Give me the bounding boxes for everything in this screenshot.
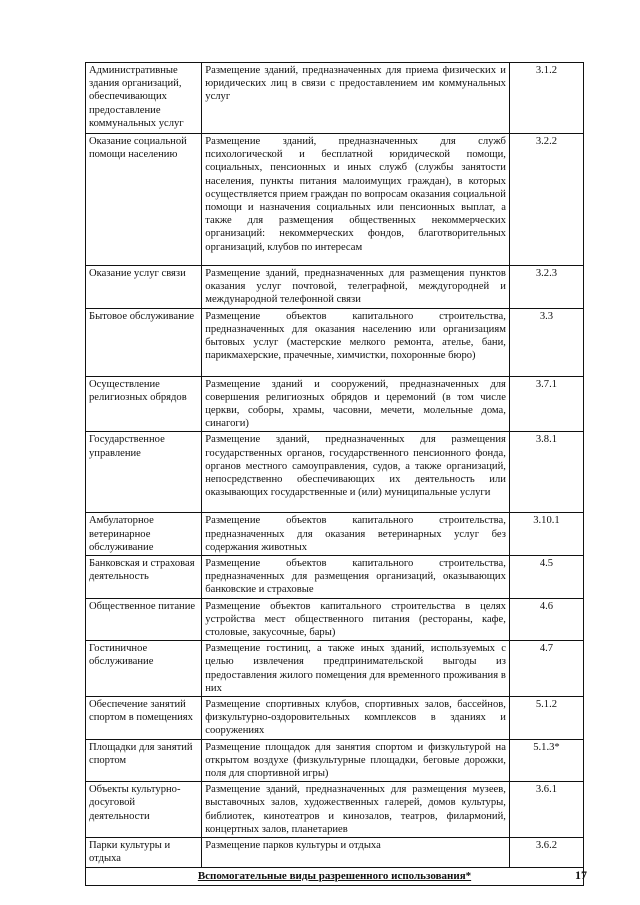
use-type-code: 3.2.2 (509, 134, 583, 266)
table-row (86, 697, 584, 740)
table-row (86, 308, 584, 376)
page-number: 17 (575, 868, 587, 882)
use-type-description: Размещение объектов капитального строительства, предназначенных для оказания ветеринарных услуг без содержания животных (202, 513, 510, 556)
use-type-name: Объекты культурно-досуговой деятельности (86, 782, 202, 838)
use-type-description: Размещение зданий, предназначенных для служб психологической и бесплатной юридической помощи, социальных, пенсионных и иных служб (службы занятости населения, пункты питания малоимущих граждан), в которых осуществляется прием граждан по вопросам оказания социальной помощи и назначения социальных или пенсионных выплат, а также для размещения общественных некоммерческих организаций: некоммерческих фондов, благотворительных организаций, клубов по интересам (202, 134, 510, 266)
table-row (86, 432, 584, 513)
use-type-name: Банковская и страховая деятельность (86, 556, 202, 599)
auxiliary-uses-heading: Вспомогательные виды разрешенного использования* (197, 869, 472, 882)
use-type-code: 5.1.3* (509, 739, 583, 782)
use-type-code: 3.3 (509, 308, 583, 376)
table-row (86, 641, 584, 697)
use-type-code: 3.1.2 (509, 63, 583, 134)
table-row (86, 782, 584, 838)
table-row (86, 556, 584, 599)
use-type-code: 3.6.1 (509, 782, 583, 838)
table-row (86, 376, 584, 432)
use-type-name: Амбулаторное ветеринарное обслуживание (86, 513, 202, 556)
section-heading-row (86, 867, 584, 885)
use-type-name: Бытовое обслуживание (86, 308, 202, 376)
use-type-code: 3.8.1 (509, 432, 583, 513)
use-type-description: Размещение зданий, предназначенных для размещения пунктов оказания услуг почтовой, телеграфной, междугородней и международной телефонной связи (202, 266, 510, 309)
use-type-description: Размещение гостиниц, а также иных зданий, используемых с целью извлечения предпринимательской выгоды из предоставления жилого помещения для временного проживания в них (202, 641, 510, 697)
use-type-description: Размещение объектов капитального строительства в целях устройства мест общественного питания (рестораны, кафе, столовые, закусочные, бары) (202, 598, 510, 641)
section-heading-cell (86, 867, 584, 885)
table-row (86, 739, 584, 782)
use-type-code: 4.7 (509, 641, 583, 697)
use-type-description: Размещение зданий и сооружений, предназначенных для совершения религиозных обрядов и церемоний (в том числе церкви, соборы, храмы, часовни, мечети, молельные дома, синагоги) (202, 376, 510, 432)
use-type-code: 5.1.2 (509, 697, 583, 740)
use-type-name: Оказание услуг связи (86, 266, 202, 309)
use-type-name: Парки культуры и отдыха (86, 838, 202, 867)
use-type-code: 3.2.3 (509, 266, 583, 309)
use-type-name: Гостиничное обслуживание (86, 641, 202, 697)
table-row (86, 63, 584, 134)
use-type-name: Общественное питание (86, 598, 202, 641)
use-type-description: Размещение парков культуры и отдыха (202, 838, 510, 867)
use-type-code: 3.7.1 (509, 376, 583, 432)
use-type-description: Размещение спортивных клубов, спортивных залов, бассейнов, физкультурно-оздоровительных комплексов в зданиях и сооружениях (202, 697, 510, 740)
use-type-name: Административные здания организаций, обеспечивающих предоставление коммунальных услуг (86, 63, 202, 134)
table-row (86, 838, 584, 867)
use-type-name: Оказание социальной помощи населению (86, 134, 202, 266)
use-type-code: 4.6 (509, 598, 583, 641)
use-type-description: Размещение площадок для занятия спортом и физкультурой на открытом воздухе (физкультурные площадки, беговые дорожки, поля для спортивной игры) (202, 739, 510, 782)
use-type-description: Размещение объектов капитального строительства, предназначенных для оказания населению или организациям бытовых услуг (мастерские мелкого ремонта, ателье, бани, парикмахерские, прачечные, химчистки, похоронные бюро) (202, 308, 510, 376)
use-type-name: Государственное управление (86, 432, 202, 513)
use-type-name: Площадки для занятий спортом (86, 739, 202, 782)
table-row (86, 266, 584, 309)
use-type-name: Обеспечение занятий спортом в помещениях (86, 697, 202, 740)
use-type-name: Осуществление религиозных обрядов (86, 376, 202, 432)
table-row (86, 598, 584, 641)
use-type-description: Размещение объектов капитального строительства, предназначенных для размещения организаций, оказывающих банковские и страховые (202, 556, 510, 599)
land-use-table (85, 62, 584, 886)
use-type-code: 3.6.2 (509, 838, 583, 867)
table-row (86, 513, 584, 556)
use-type-code: 4.5 (509, 556, 583, 599)
use-type-description: Размещение зданий, предназначенных для размещения музеев, выставочных залов, художественных галерей, домов культуры, библиотек, кинотеатров и кинозалов, театров, филармоний, концертных залов, планетариев (202, 782, 510, 838)
use-type-description: Размещение зданий, предназначенных для размещения государственных органов, государственного пенсионного фонда, органов местного самоуправления, судов, а также организаций, непосредственно обеспечивающих их деятельность или оказывающих государственные и (или) муниципальные услуги (202, 432, 510, 513)
use-type-code: 3.10.1 (509, 513, 583, 556)
use-type-description: Размещение зданий, предназначенных для приема физических и юридических лиц в связи с предоставлением им коммунальных услуг (202, 63, 510, 134)
table-row (86, 134, 584, 266)
